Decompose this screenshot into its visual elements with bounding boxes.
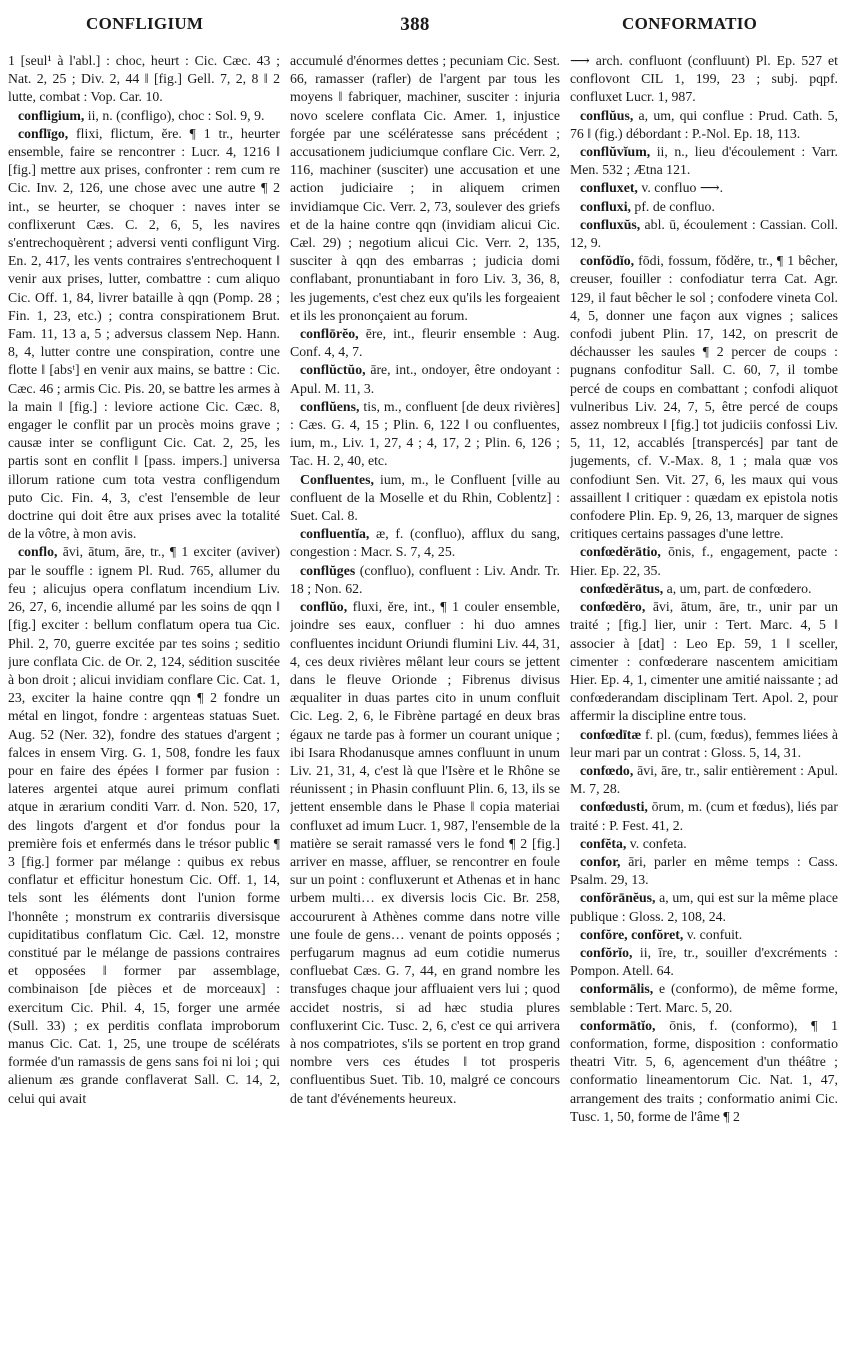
dictionary-entry	[290, 325, 560, 361]
entry-headword: conformātĭo,	[580, 1017, 656, 1033]
dictionary-entry	[8, 52, 280, 107]
entry-headword: confluxŭs,	[580, 216, 641, 232]
entry-headword: conflŭvĭum,	[580, 144, 651, 160]
entry-definition: (confluo), confluent : Liv. Andr. Tr. 18 ; Non. 62.	[290, 562, 560, 596]
entry-headword: confœdītæ	[580, 726, 642, 742]
column-1	[8, 52, 280, 1357]
column-3	[570, 52, 838, 1357]
entry-headword: confŏrĭo,	[580, 944, 633, 960]
dictionary-entry	[8, 543, 280, 1107]
entry-definition: tis, m., confluent [de deux rivières] : Cæs. G. 4, 15 ; Plin. 6, 122 ‖ ou confluentes, ium, m., Liv. 1, 27, 4 ; 4, 17, 2 ; Plin. 6, 126 ; Tac. H. 2, 40, etc.	[290, 398, 560, 469]
column-2	[290, 52, 560, 1357]
dictionary-entry	[290, 525, 560, 561]
dictionary-entry	[290, 471, 560, 526]
dictionary-entry	[570, 598, 838, 725]
dictionary-entry	[570, 853, 838, 889]
running-head-left: CONFLIGIUM	[86, 14, 204, 33]
entry-definition: ii, n., lieu d'écoulement : Varr. Men. 532 ; Ætna 121.	[570, 144, 838, 178]
running-head-right: CONFORMATIO	[622, 14, 758, 33]
entry-headword: conflŭo,	[300, 599, 348, 615]
entry-headword: confœdĕro,	[580, 599, 646, 615]
entry-headword: confŏre, confŏret,	[580, 926, 684, 942]
dictionary-entry	[570, 980, 838, 1016]
dictionary-entry	[570, 835, 838, 853]
entry-headword: conflŭus,	[580, 107, 634, 123]
entry-definition: flixi, flictum, ĕre. ¶ 1 tr., heurter ensemble, faire se rencontrer : Lucr. 4, 1216 ‖ [fig.] mettre aux prises, confronter : rem cum re Cic. Inv. 2, 126, une chose avec une autre ¶ 2 int., se heurter, se choquer : naves inter se conflixerunt Cæs. C. 2, 6, 5, les navires s'entrechoquèrent ; adversi venti confligunt Virg. En. 2, 417, les vents contraires s'entrechoquent ‖ venir aux prises, lutter, combattre : cum aliquo Cic. Off. 1, 84, livrer bataille à qqn (Pomp. 28 ; Fin. 1, 23, etc.) ; contra conspirationem Brut. Fam. 11, 13 a, 5 ; adversus classem Nep. Hann. 8, 4, lutter contre une conspiration, contre une flotte ‖ [absᵗ] en venir aux mains, se battre : Cic. Cæc. 46 ; armis Cic. Pis. 20, se battre les armes à la main ‖ [fig.] : leviore actione Cic. Cæc. 8, engager le conflit par un procès moins grave ; causæ inter se confligunt Cic. Cat. 2, 25, les partis sont en conflit ‖ [pass. impers.] universa illorum ratione cum tota vestra confligendum puto Cic. Fin. 4, 3, c'est l'ensemble de leur doctrine qui doit être aux prises avec la totalité de la vôtre, à mon avis.	[8, 125, 280, 542]
dictionary-entry	[570, 543, 838, 579]
entry-definition: ii, īre, tr., souiller d'excréments : Pompon. Atell. 64.	[570, 944, 838, 979]
entry-definition: ⟶ arch. confluont (confluunt) Pl. Ep. 527 et conflovont CIL 1, 199, 23 ; subj. pqpf. confluxet Lucr. 1, 987.	[570, 53, 838, 105]
entry-definition: e (conformo), de même forme, semblable : Tert. Marc. 5, 20.	[570, 981, 838, 1015]
entry-headword: conformālis,	[580, 981, 654, 997]
entry-headword: confœdusti,	[580, 799, 648, 815]
dictionary-entry	[8, 125, 280, 544]
entry-headword: confŏdĭo,	[580, 253, 635, 269]
dictionary-entry	[570, 52, 838, 107]
entry-definition: f. pl. (cum, fœdus), femmes liées à leur mari par un contrat : Gloss. 5, 14, 31.	[570, 726, 838, 760]
page-header	[0, 14, 846, 44]
entry-definition: accumulé d'énormes dettes ; pecuniam Cic. Sest. 66, ramasser (rafler) de l'argent par tous les moyens ‖ fabriquer, machiner, susciter : injuria novo scelere conflata Cic. Amer. 1, injustice forgée par une scélératesse sans précédent ; accusationem judiciumque conflare Cic. Verr. 2, 116, machiner (susciter) une accusation et une action judiciaire ; in aliquem crimen invidiamque Cic. Verr. 2, 73, soulever des griefs et de la haine contre qqn (invidiam alicui Cic. Cæl. 29) ; negotium alicui Cic. Verr. 2, 135, susciter à qqn des embarras ; judicia domi conflabant, pronuntiabant in foro Liv. 3, 36, 8, les jugements, c'est chez eux qu'ils les forgeaient et ils les prononçaient au forum.	[290, 53, 560, 323]
dictionary-entry	[290, 562, 560, 598]
entry-definition: ōrum, m. (cum et fœdus), liés par traité : P. Fest. 41, 2.	[570, 799, 838, 833]
dictionary-entry	[570, 798, 838, 834]
dictionary-entry	[290, 361, 560, 397]
entry-definition: pf. de confluo.	[630, 198, 715, 214]
entry-headword: conflŭges	[300, 562, 356, 578]
dictionary-entry	[290, 398, 560, 471]
entry-headword: confligium,	[18, 107, 85, 123]
entry-definition: āvi, āre, tr., salir entièrement : Apul. M. 7, 28.	[570, 762, 838, 797]
entry-definition: āvi, ātum, āre, tr., ¶ 1 exciter (aviver) par le souffle : ignem Pl. Rud. 765, allumer du feu ; alicujus opera conflatum incendium Liv. 26, 27, 6, incendie allumé par les soins de qqn ‖ [fig.] exciter : bellum conflatum opera tua Cic. Phil. 2, 70, guerre excitée par tes soins ; seditio jure conflata Cic. de Or. 2, 124, sédition suscitée à bon droit ; alicui invidiam conflare Cic. Cat. 1, 23, exciter la haine contre qqn ¶ 2 fondre un métal en lingot, fondre : argenteas statuas Suet. Aug. 52 (Ner. 32), fondre des statues d'argent ; falces in ensem Virg. G. 1, 508, fondre les faux pour en faire des épées ‖ former par fusion : lateres argentei atque aurei primum conflati atque in ærarium conditi Varr. d. Non. 520, 17, des lingots d'argent et d'or fondus pour la première fois et enfermés dans le trésor public ¶ 3 [fig.] former par mélange : quibus ex rebus conflatur et efficitur honestum Cic. Off. 1, 14, tels sont les éléments dont l'union forme l'honnête ; monstrum ex contrariis diversisque cupiditatibus conflatum Cic. Cæl. 12, monstre constitué par le mélange de passions contraires et opposées ‖ former par assemblage, combinaison [de pièces et de morceaux] : exercitum Cic. Phil. 4, 15, forger une armée (Sull. 33) ; ex perditis conflata improborum manus Cic. Cat. 1, 25, une troupe de scélérats formée d'un ramassis de gens sans foi ni loi ; qui alienum æs grande conflaverat Sall. C. 14, 2, celui qui avait	[8, 544, 280, 1106]
dictionary-entry	[570, 216, 838, 252]
entry-definition: fōdi, fossum, fŏdĕre, tr., ¶ 1 bêcher, creuser, fouiller : confodiatur terra Cat. Agr. 129, il faut bêcher le sol ; confodere vineta Col. 4, 5, donner une façon aux vignes ; salices confodi jubent Plin. 17, 142, on prescrit de déchausser les saules ¶ 2 percer de coups : pugnans confoditur Sall. C. 60, 7, il tombe percé de coups en combattant ; confodi aliquot vulneribus Liv. 24, 7, 5, être percé de coups assez nombreux ‖ [fig.] tot judiciis confossi Liv. 5, 11, 12, accablés [transpercés] par tant de jugements, cf. V.-Max. 8, 1 ; mala quæ vos confodiunt Sen. Vit. 27, 6, les maux qui vous assaillent ‖ critiquer : quædam ex epistola notis confodere Plin. Ep. 9, 26, 13, marquer de signes critiques certains passages d'une lettre.	[570, 253, 838, 542]
dictionary-entry	[570, 944, 838, 980]
entry-headword: confĕta,	[580, 835, 627, 851]
entry-definition: v. confluo ⟶.	[637, 180, 724, 196]
dictionary-entry	[570, 926, 838, 944]
dictionary-entry	[570, 1017, 838, 1126]
dictionary-entry	[570, 726, 838, 762]
entry-headword: confœdo,	[580, 762, 634, 778]
entry-definition: ii, n. (confligo), choc : Sol. 9, 9.	[84, 107, 265, 123]
entry-headword: confluxet,	[580, 180, 638, 196]
entry-headword: conflōrĕo,	[300, 326, 359, 342]
entry-definition: æ, f. (confluo), afflux du sang, congestion : Macr. S. 7, 4, 25.	[290, 526, 560, 560]
entry-headword: conflŭens,	[300, 398, 360, 414]
entry-headword: confœdĕrātio,	[580, 544, 661, 560]
entry-definition: a, um, qui est sur la même place publique : Gloss. 2, 108, 24.	[570, 890, 838, 924]
entry-headword: confœdĕrātus,	[580, 580, 664, 596]
dictionary-entry	[570, 580, 838, 598]
entry-definition: 1 [seul¹ à l'abl.] : choc, heurt : Cic. Cæc. 43 ; Nat. 2, 25 ; Div. 2, 44 ‖ [fig.] Gell. 7, 2, 8 ‖ 2 lutte, combat : Vop. Car. 10.	[8, 53, 280, 105]
entry-headword: conflŭctŭo,	[300, 362, 366, 378]
dictionary-entry	[8, 107, 280, 125]
dictionary-entry	[570, 252, 838, 543]
entry-definition: āri, parler en même temps : Cass. Psalm. 29, 13.	[570, 853, 838, 888]
entry-definition: v. confeta.	[626, 835, 687, 851]
entry-definition: v. confuit.	[683, 926, 743, 942]
entry-definition: ōnis, f., engagement, pacte : Hier. Ep. 22, 35.	[570, 544, 838, 578]
entry-definition: abl. ū, écoulement : Cassian. Coll. 12, 9.	[570, 216, 838, 251]
entry-headword: conflo,	[18, 544, 58, 560]
entry-definition: ium, m., le Confluent [ville au confluent de la Moselle et du Rhin, Coblentz] : Suet. Cal. 8.	[290, 471, 560, 524]
entry-definition: a, um, qui conflue : Prud. Cath. 5, 76 ‖ (fig.) débordant : P.-Nol. Ep. 18, 113.	[570, 107, 838, 141]
entry-headword: Confluentes,	[300, 471, 374, 487]
page-number: 388	[400, 14, 430, 35]
dictionary-entry	[570, 762, 838, 798]
entry-definition: āvi, ātum, āre, tr., unir par un traité ; [fig.] lier, unir : Tert. Marc. 4, 5 ‖ associer à [dat] : Leo Ep. 59, 1 ‖ sceller, cimenter : confœderare nascentem amicitiam Hier. Ep. 4, 1, cimenter une amitié naissante ; ad confœderandam disciplinam Tert. Apol. 2, pour affermir la discipline entre tous.	[570, 599, 838, 724]
dictionary-entry	[570, 107, 838, 143]
dictionary-entry	[290, 52, 560, 325]
dictionary-entry	[570, 889, 838, 925]
dictionary-entry	[570, 179, 838, 197]
entry-headword: conflīgo,	[18, 125, 69, 141]
entry-headword: confluentĭa,	[300, 526, 370, 542]
entry-headword: confor,	[580, 853, 621, 869]
entry-definition: ēre, int., fleurir ensemble : Aug. Conf. 4, 4, 7.	[290, 326, 560, 360]
entry-definition: āre, int., ondoyer, être ondoyant : Apul. M. 11, 3.	[290, 362, 560, 396]
entry-definition: a, um, part. de confœdero.	[663, 580, 812, 596]
entry-definition: ōnis, f. (conformo), ¶ 1 conformation, forme, disposition : conformatio theatri Vitr. 5, 6, agencement d'un théâtre ; conformatio lineamentorum Cic. Nat. 1, 47, arrangement des traits ; conformatio animi Cic. Tusc. 1, 50, forme de l'âme ¶ 2	[570, 1017, 838, 1124]
entry-definition: fluxi, ĕre, int., ¶ 1 couler ensemble, joindre ses eaux, confluer : hi duo amnes confluentes incidunt Oriundi flumini Liv. 44, 31, 4, ces deux rivières mêlant leur cours se jettent dans le fleuve Orionde ; Fibrenus divisus æqualiter in duas partes cito in unum confluit Cic. Leg. 2, 6, le Fibrène partagé en deux bras égaux ne tarde pas à former un courant unique ; ibi Isara Rhodanusque amnes confluunt in unum Liv. 21, 31, 4, c'est là que l'Isère et le Rhône se réunissent ; in Phasin confluunt Plin. 6, 13, ils se jettent ensemble dans le Phase ‖ copia materiai confluxet ad imum Lucr. 1, 987, l'ensemble de la matière se serait ramassé vers le fond ¶ 2 [fig.] arriver en masse, affluer, se rencontrer en foule sur un point : confluxerunt et Athenas et in hanc urbem multi… ex diversis locis Cic. Br. 258, accoururent à Athènes comme dans notre ville une foule de gens… venant de points opposés ; perfugarum magnus ad eum cotidie numerus confluebat Cæs. G. 7, 44, en grand nombre les transfuges chaque jour affluaient vers lui ; quod accidet nostris, si ad hæc studia plures confluxerint Cic. Tusc. 2, 6, c'est ce qui arrivera à nos compatriotes, s'ils se portent en trop grand nombre vers ces études ‖ tot prosperis confluentibus Suet. Tib. 10, malgré ce concours de tant d'événements heureux.	[290, 599, 560, 1106]
entry-headword: confŏrānĕus,	[580, 890, 656, 906]
dictionary-entry	[570, 143, 838, 179]
dictionary-entry	[290, 598, 560, 1108]
entry-headword: confluxi,	[580, 198, 631, 214]
dictionary-entry	[570, 198, 838, 216]
